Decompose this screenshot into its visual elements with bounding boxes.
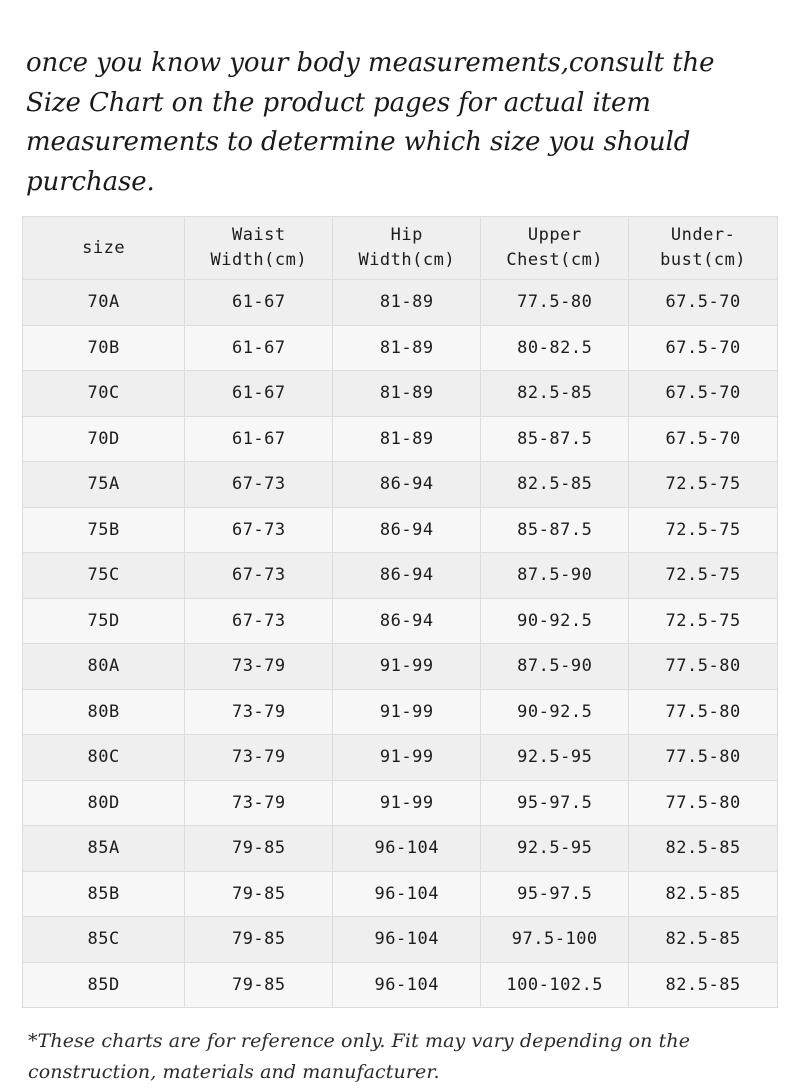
column-header-hip-line2: Width(cm): [358, 250, 456, 271]
cell-value: 82.5-85: [481, 371, 629, 417]
cell-value: 67.5-70: [629, 280, 778, 326]
table-row: [23, 507, 778, 553]
cell-size: 85D: [23, 962, 185, 1008]
column-header-waist-width: [185, 217, 333, 280]
table-row: [23, 735, 778, 781]
cell-value: 87.5-90: [481, 553, 629, 599]
cell-value: 73-79: [185, 735, 333, 781]
cell-value: 61-67: [185, 280, 333, 326]
cell-value: 80-82.5: [481, 325, 629, 371]
cell-size: 75D: [23, 598, 185, 644]
cell-value: 92.5-95: [481, 826, 629, 872]
cell-value: 86-94: [333, 553, 481, 599]
column-header-size: [23, 217, 185, 280]
cell-value: 91-99: [333, 780, 481, 826]
table-row: [23, 553, 778, 599]
cell-value: 82.5-85: [629, 826, 778, 872]
table-row: [23, 644, 778, 690]
cell-size: 80C: [23, 735, 185, 781]
column-header-waist-line1: Waist: [231, 225, 286, 246]
cell-value: 72.5-75: [629, 598, 778, 644]
cell-value: 81-89: [333, 371, 481, 417]
cell-value: 61-67: [185, 416, 333, 462]
cell-value: 73-79: [185, 644, 333, 690]
cell-value: 79-85: [185, 917, 333, 963]
cell-value: 90-92.5: [481, 689, 629, 735]
cell-size: 85B: [23, 871, 185, 917]
column-header-waist-line2: Width(cm): [210, 250, 308, 271]
cell-size: 80B: [23, 689, 185, 735]
cell-value: 61-67: [185, 325, 333, 371]
column-header-hip-width: [333, 217, 481, 280]
column-header-upper-chest: [481, 217, 629, 280]
cell-value: 67-73: [185, 598, 333, 644]
cell-value: 79-85: [185, 962, 333, 1008]
cell-size: 70D: [23, 416, 185, 462]
cell-value: 77.5-80: [481, 280, 629, 326]
cell-value: 82.5-85: [629, 871, 778, 917]
table-header-row: [23, 217, 778, 280]
cell-value: 81-89: [333, 416, 481, 462]
cell-size: 70C: [23, 371, 185, 417]
cell-size: 70B: [23, 325, 185, 371]
table-row: [23, 780, 778, 826]
cell-value: 86-94: [333, 507, 481, 553]
table-row: [23, 598, 778, 644]
table-row: [23, 826, 778, 872]
cell-value: 96-104: [333, 962, 481, 1008]
cell-value: 95-97.5: [481, 871, 629, 917]
table-row: [23, 462, 778, 508]
table-row: [23, 280, 778, 326]
intro-paragraph: once you know your body measurements,consult the Size Chart on the product pages for actual item measurements to determine which size you should purchase.: [26, 48, 715, 197]
cell-value: 81-89: [333, 325, 481, 371]
cell-value: 73-79: [185, 780, 333, 826]
cell-value: 79-85: [185, 871, 333, 917]
table-row: [23, 962, 778, 1008]
table-row: [23, 371, 778, 417]
cell-value: 79-85: [185, 826, 333, 872]
cell-value: 96-104: [333, 826, 481, 872]
cell-value: 67.5-70: [629, 325, 778, 371]
column-header-underbust-line1: Under-: [670, 225, 736, 246]
column-header-underbust-line2: bust(cm): [660, 250, 747, 271]
cell-value: 61-67: [185, 371, 333, 417]
cell-value: 90-92.5: [481, 598, 629, 644]
size-chart-table: [22, 216, 778, 1008]
cell-value: 73-79: [185, 689, 333, 735]
cell-size: 75A: [23, 462, 185, 508]
column-header-underbust: [629, 217, 778, 280]
cell-value: 67-73: [185, 507, 333, 553]
cell-value: 91-99: [333, 689, 481, 735]
cell-size: 85A: [23, 826, 185, 872]
table-body: [23, 280, 778, 1008]
cell-value: 67-73: [185, 553, 333, 599]
column-header-upper-chest-line2: Chest(cm): [506, 250, 604, 271]
cell-value: 82.5-85: [629, 962, 778, 1008]
cell-value: 77.5-80: [629, 644, 778, 690]
cell-value: 82.5-85: [629, 917, 778, 963]
table-row: [23, 325, 778, 371]
cell-value: 67.5-70: [629, 371, 778, 417]
cell-value: 100-102.5: [481, 962, 629, 1008]
cell-value: 96-104: [333, 871, 481, 917]
cell-value: 91-99: [333, 735, 481, 781]
column-header-hip-line1: Hip: [390, 225, 423, 246]
cell-value: 95-97.5: [481, 780, 629, 826]
cell-value: 67.5-70: [629, 416, 778, 462]
table-row: [23, 871, 778, 917]
cell-value: 77.5-80: [629, 689, 778, 735]
cell-value: 72.5-75: [629, 507, 778, 553]
cell-size: 80D: [23, 780, 185, 826]
cell-size: 80A: [23, 644, 185, 690]
cell-value: 87.5-90: [481, 644, 629, 690]
cell-size: 70A: [23, 280, 185, 326]
cell-value: 72.5-75: [629, 462, 778, 508]
cell-value: 81-89: [333, 280, 481, 326]
cell-size: 85C: [23, 917, 185, 963]
cell-size: 75B: [23, 507, 185, 553]
cell-size: 75C: [23, 553, 185, 599]
cell-value: 97.5-100: [481, 917, 629, 963]
cell-value: 96-104: [333, 917, 481, 963]
cell-value: 85-87.5: [481, 507, 629, 553]
cell-value: 72.5-75: [629, 553, 778, 599]
footnote: *These charts are for reference only. Fit may vary depending on the construction, materials and manufacturer.: [28, 1030, 691, 1083]
table-row: [23, 917, 778, 963]
table-row: [23, 689, 778, 735]
column-header-upper-chest-line1: Upper: [527, 225, 582, 246]
cell-value: 92.5-95: [481, 735, 629, 781]
cell-value: 86-94: [333, 598, 481, 644]
cell-value: 77.5-80: [629, 780, 778, 826]
cell-value: 82.5-85: [481, 462, 629, 508]
cell-value: 85-87.5: [481, 416, 629, 462]
cell-value: 77.5-80: [629, 735, 778, 781]
table-row: [23, 416, 778, 462]
column-header-size-line1: size: [82, 237, 126, 258]
cell-value: 86-94: [333, 462, 481, 508]
cell-value: 91-99: [333, 644, 481, 690]
table-header: [23, 217, 778, 280]
cell-value: 67-73: [185, 462, 333, 508]
